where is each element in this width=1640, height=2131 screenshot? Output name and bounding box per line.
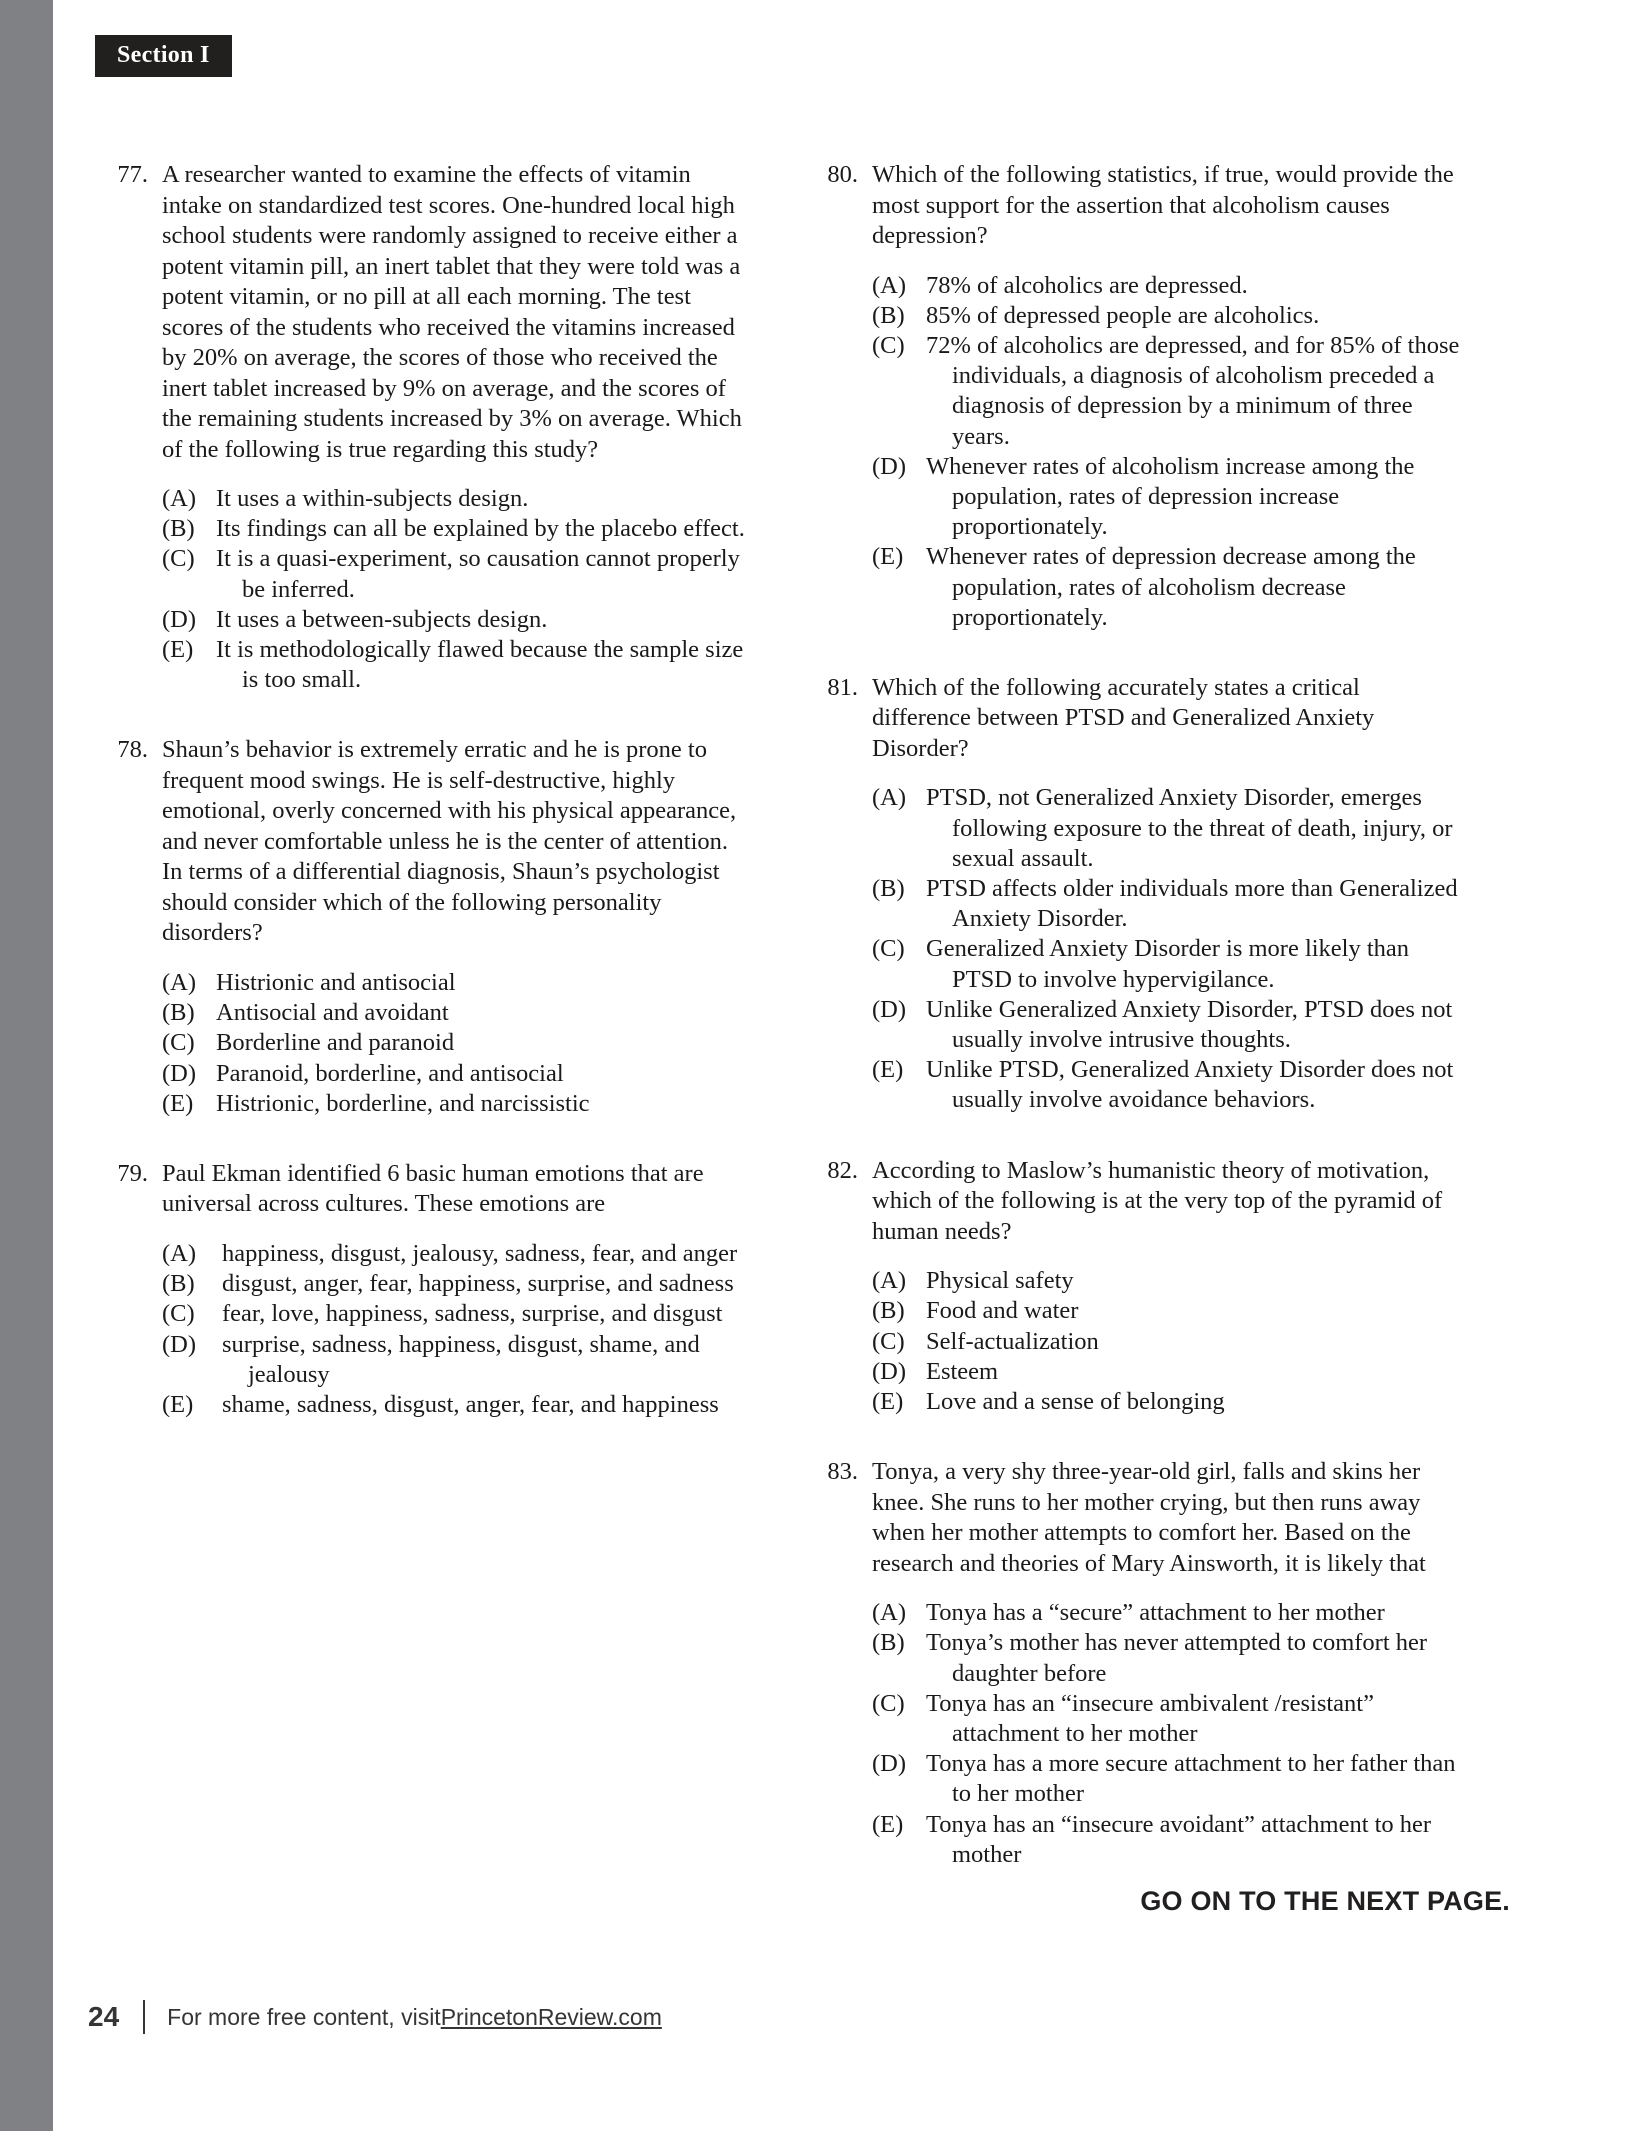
question-text: According to Maslow’s humanistic theory of motivation, which of the following is at the very top of the pyramid of human needs? <box>872 1156 1443 1245</box>
question-stem <box>820 160 1460 252</box>
question-stem <box>820 1457 1460 1579</box>
choice-text: surprise, sadness, happiness, disgust, shame, and jealousy <box>222 1330 700 1388</box>
choice-text: 72% of alcoholics are depressed, and for 85% of those individuals, a diagnosis of alcoholism preceded a diagnosis of depression by a minimum of three years. <box>926 331 1460 450</box>
choice-text: Unlike PTSD, Generalized Anxiety Disorder does not usually involve avoidance behaviors. <box>926 1056 1454 1114</box>
question-79 <box>110 1159 750 1420</box>
answer-choice[interactable] <box>872 1598 1460 1628</box>
answer-choice[interactable] <box>872 1327 1460 1357</box>
answer-choices <box>820 783 1460 1115</box>
answer-choice[interactable] <box>162 605 750 635</box>
question-77 <box>110 160 750 695</box>
choice-text: It is a quasi-experiment, so causation cannot properly be inferred. <box>216 545 740 603</box>
question-text: Tonya, a very shy three-year-old girl, falls and skins her knee. She runs to her mother crying, but then runs away when her mother attempts to comfort her. Based on the research and theories of Mary Ainsworth, it is likely that <box>872 1458 1426 1577</box>
choice-letter: (E) <box>872 543 904 571</box>
choice-text: shame, sadness, disgust, anger, fear, and happiness <box>222 1390 719 1418</box>
answer-choice[interactable] <box>162 514 750 544</box>
question-text: A researcher wanted to examine the effects of vitamin intake on standardized test scores. One-hundred local high school students were randomly assigned to receive either a potent vitamin pill, an inert tablet that they were told was a potent vitamin, or no pill at all each morning. The test scores of the students who received the vitamins increased by 20% on average, the scores of those who received the inert tablet increased by 9% on average, and the scores of the remaining students increased by 3% on average. Which of the following is true regarding this study? <box>162 161 742 463</box>
question-stem <box>820 673 1460 765</box>
choice-letter: (B) <box>872 1297 905 1325</box>
choice-letter: (E) <box>162 1089 194 1117</box>
choice-letter: (C) <box>872 935 905 963</box>
footer-note: For more free content, visit <box>167 2003 441 2030</box>
question-number: 78. <box>117 736 148 764</box>
go-on-notice: GO ON TO THE NEXT PAGE. <box>1140 1886 1510 1916</box>
answer-choices <box>820 1598 1460 1870</box>
question-number: 79. <box>117 1159 148 1187</box>
choice-text: It uses a within-subjects design. <box>216 485 529 512</box>
answer-choice[interactable] <box>872 1749 1460 1809</box>
choice-text: It uses a between-subjects design. <box>216 605 548 633</box>
question-78 <box>110 735 750 1119</box>
choice-letter: (B) <box>872 301 905 329</box>
answer-choice[interactable] <box>162 635 750 695</box>
answer-choice[interactable] <box>872 1296 1460 1326</box>
answer-choice[interactable] <box>162 968 750 998</box>
answer-choice[interactable] <box>872 874 1460 934</box>
right-column <box>820 160 1460 1910</box>
answer-choices <box>110 968 750 1119</box>
page-number: 24 <box>88 2001 120 2032</box>
question-stem <box>110 1159 750 1220</box>
answer-choice[interactable] <box>872 1810 1460 1870</box>
question-82 <box>820 1156 1460 1418</box>
choice-letter: (E) <box>162 636 194 664</box>
answer-choice[interactable] <box>162 1390 750 1420</box>
answer-choice[interactable] <box>162 1330 750 1390</box>
answer-choice[interactable] <box>872 995 1460 1055</box>
choice-letter: (E) <box>872 1387 904 1415</box>
question-83 <box>820 1457 1460 1870</box>
choice-text: PTSD, not Generalized Anxiety Disorder, emerges following exposure to the threat of death, injury, or sexual assault. <box>926 784 1453 872</box>
answer-choice[interactable] <box>872 301 1460 331</box>
choice-text: Paranoid, borderline, and antisocial <box>216 1059 564 1087</box>
answer-choice[interactable] <box>162 1059 750 1089</box>
question-number: 81. <box>827 673 858 701</box>
choice-text: happiness, disgust, jealousy, sadness, fear, and anger <box>222 1239 738 1267</box>
choice-text: Tonya’s mother has never attempted to comfort her daughter before <box>926 1629 1428 1687</box>
choice-letter: (C) <box>872 331 905 359</box>
question-number: 80. <box>827 161 858 188</box>
choice-text: Tonya has an “insecure ambivalent /resistant” attachment to her mother <box>926 1689 1374 1747</box>
answer-choice[interactable] <box>872 331 1460 452</box>
left-column <box>110 160 750 1460</box>
choice-text: Tonya has an “insecure avoidant” attachment to her mother <box>926 1810 1432 1868</box>
choice-text: Antisocial and avoidant <box>216 999 449 1027</box>
question-text: Shaun’s behavior is extremely erratic and he is prone to frequent mood swings. He is self-destructive, highly emotional, overly concerned with his physical appearance, and never comfortable unless he is the center of attention. In terms of a differential diagnosis, Shaun’s psychologist should consider which of the following personality disorders? <box>162 736 737 947</box>
choice-letter: (D) <box>162 1330 197 1358</box>
two-column-layout <box>110 160 1510 1910</box>
choice-letter: (D) <box>162 605 197 633</box>
choice-letter: (D) <box>872 995 907 1023</box>
choice-text: Whenever rates of alcoholism increase among the population, rates of depression increase proportionately. <box>926 452 1415 541</box>
question-stem <box>820 1156 1460 1248</box>
princeton-review-link[interactable]: PrincetonReview.com <box>440 2003 662 2030</box>
choice-text: Generalized Anxiety Disorder is more likely than PTSD to involve hypervigilance. <box>926 935 1410 993</box>
question-81 <box>820 673 1460 1116</box>
answer-choice[interactable] <box>872 934 1460 994</box>
answer-choices <box>110 484 750 695</box>
choice-text: Unlike Generalized Anxiety Disorder, PTSD does not usually involve intrusive thoughts. <box>926 995 1453 1054</box>
answer-choice[interactable] <box>162 1089 750 1119</box>
answer-choice[interactable] <box>872 1357 1460 1387</box>
choice-text: 78% of alcoholics are depressed. <box>926 271 1248 299</box>
choice-letter: (C) <box>872 1689 905 1717</box>
choice-letter: (A) <box>162 485 197 512</box>
answer-choices <box>110 1239 750 1420</box>
choice-text: Histrionic and antisocial <box>216 968 456 996</box>
page-footer <box>88 2000 662 2034</box>
answer-choices <box>820 271 1460 633</box>
choice-text: Food and water <box>926 1297 1079 1325</box>
choice-text: disgust, anger, fear, happiness, surprise, and sadness <box>222 1270 734 1298</box>
question-number: 77. <box>117 161 148 188</box>
answer-choice[interactable] <box>162 1299 750 1329</box>
choice-letter: (A) <box>872 784 907 812</box>
answer-choice[interactable] <box>162 1269 750 1299</box>
footer-divider <box>143 2000 145 2034</box>
choice-text: Whenever rates of depression decrease among the population, rates of alcoholism decrease proportionately. <box>926 543 1416 631</box>
choice-text: Its findings can all be explained by the placebo effect. <box>216 515 745 543</box>
choice-letter: (A) <box>872 1267 907 1295</box>
choice-text: Esteem <box>926 1357 999 1385</box>
choice-letter: (C) <box>162 1029 195 1057</box>
choice-letter: (D) <box>872 1357 907 1385</box>
choice-letter: (A) <box>162 968 197 996</box>
choice-letter: (E) <box>872 1810 904 1838</box>
answer-choice[interactable] <box>872 271 1460 301</box>
choice-text: fear, love, happiness, sadness, surprise, and disgust <box>222 1300 723 1328</box>
choice-letter: (C) <box>872 1327 905 1355</box>
answer-choice[interactable] <box>162 484 750 514</box>
answer-choice[interactable] <box>162 1239 750 1269</box>
answer-choices <box>820 1266 1460 1417</box>
answer-choice[interactable] <box>162 544 750 604</box>
section-header: Section I <box>95 35 232 77</box>
choice-letter: (D) <box>162 1059 197 1087</box>
choice-letter: (A) <box>872 271 907 299</box>
choice-letter: (E) <box>162 1390 194 1418</box>
choice-letter: (B) <box>162 999 195 1027</box>
question-text: Paul Ekman identified 6 basic human emotions that are universal across cultures. These emotions are <box>162 1159 704 1218</box>
choice-letter: (B) <box>162 515 195 543</box>
choice-letter: (C) <box>162 1300 195 1328</box>
question-80 <box>820 160 1460 633</box>
choice-letter: (B) <box>872 875 905 903</box>
choice-text: Tonya has a “secure” attachment to her mother <box>926 1599 1385 1627</box>
question-number: 82. <box>827 1156 858 1184</box>
choice-text: 85% of depressed people are alcoholics. <box>926 301 1320 329</box>
choice-letter: (D) <box>872 452 907 480</box>
answer-choice[interactable] <box>872 1266 1460 1296</box>
choice-letter: (D) <box>872 1750 907 1778</box>
choice-letter: (C) <box>162 545 195 573</box>
choice-text: Love and a sense of belonging <box>926 1387 1225 1415</box>
choice-letter: (A) <box>872 1599 907 1627</box>
exam-page-content <box>110 160 1510 1910</box>
choice-letter: (B) <box>162 1270 195 1298</box>
answer-choice[interactable] <box>162 998 750 1028</box>
choice-letter: (E) <box>872 1056 904 1084</box>
choice-text: Tonya has a more secure attachment to her father than to her mother <box>926 1750 1456 1808</box>
choice-letter: (A) <box>162 1239 197 1267</box>
left-margin-bar <box>0 0 53 2131</box>
choice-text: PTSD affects older individuals more than Generalized Anxiety Disorder. <box>926 875 1458 933</box>
answer-choice[interactable] <box>872 1689 1460 1749</box>
choice-text: Borderline and paranoid <box>216 1029 455 1057</box>
answer-choice[interactable] <box>872 1055 1460 1115</box>
answer-choice[interactable] <box>872 1387 1460 1417</box>
answer-choice[interactable] <box>872 542 1460 633</box>
answer-choice[interactable] <box>872 1628 1460 1688</box>
answer-choice[interactable] <box>162 1028 750 1058</box>
answer-choice[interactable] <box>872 452 1460 543</box>
question-stem <box>110 160 750 465</box>
choice-text: Histrionic, borderline, and narcissistic <box>216 1089 590 1117</box>
choice-text: Physical safety <box>926 1267 1074 1295</box>
question-number: 83. <box>827 1458 858 1486</box>
choice-letter: (B) <box>872 1629 905 1657</box>
question-stem <box>110 735 750 949</box>
question-text: Which of the following statistics, if true, would provide the most support for the assertion that alcoholism causes depression? <box>872 161 1454 249</box>
choice-text: Self-actualization <box>926 1327 1099 1355</box>
question-text: Which of the following accurately states a critical difference between PTSD and Generalized Anxiety Disorder? <box>872 673 1375 762</box>
answer-choice[interactable] <box>872 783 1460 874</box>
choice-text: It is methodologically flawed because the sample size is too small. <box>216 636 744 694</box>
